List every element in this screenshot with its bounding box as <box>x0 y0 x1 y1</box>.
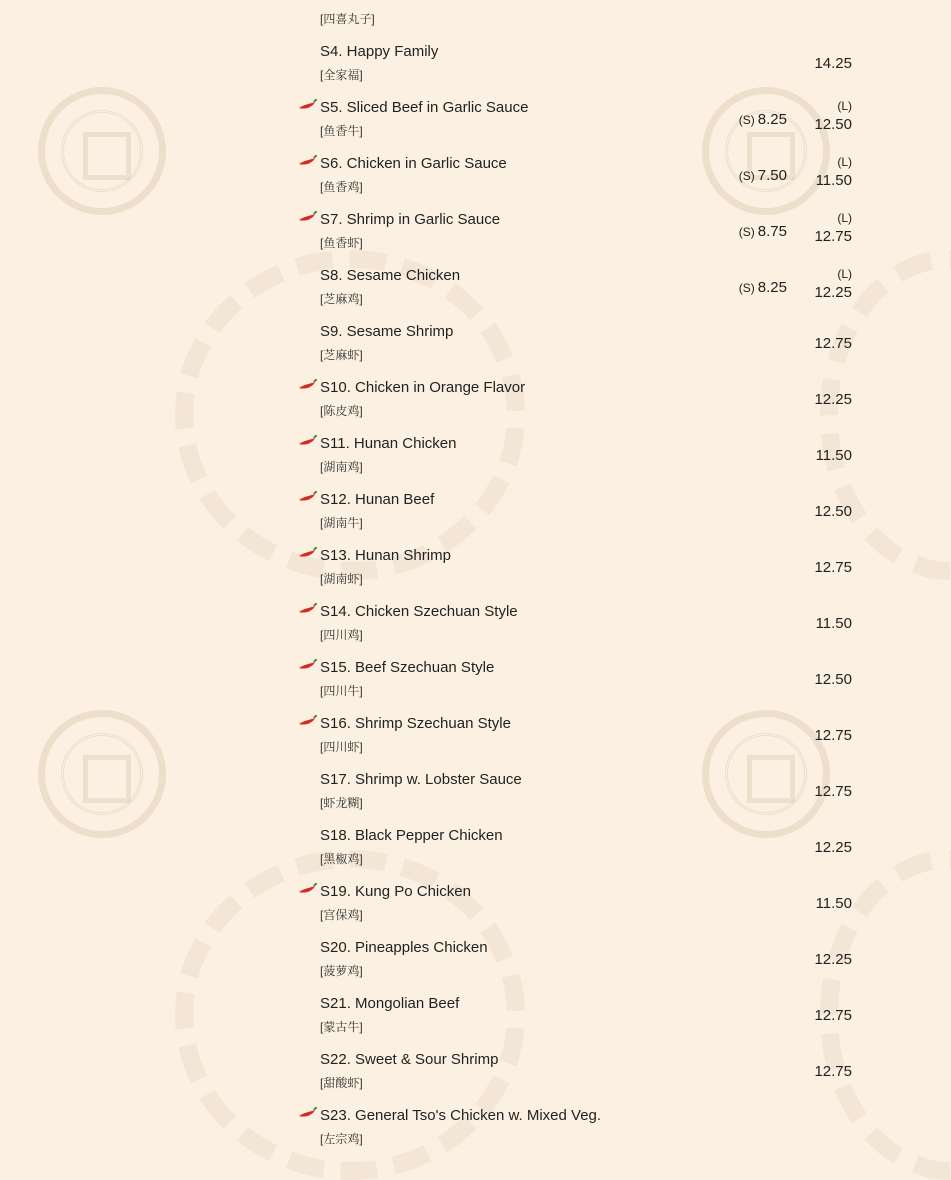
menu-item-price: 11.50 <box>815 895 852 912</box>
menu-item-chinese-name: [虾龙糊] <box>320 796 363 810</box>
menu-item-chinese-name: [左宗鸡] <box>320 1132 363 1146</box>
small-size-label: (S) <box>738 281 755 295</box>
menu-item-name: S8. Sesame Chicken <box>320 267 461 284</box>
menu-item-name: S23. General Tso's Chicken w. Mixed Veg. <box>320 1107 602 1124</box>
menu-item-name: S19. Kung Po Chicken <box>320 883 471 900</box>
chili-pepper-icon <box>297 211 317 223</box>
menu-item-price: 12.75 <box>814 559 852 576</box>
menu-item-name: S17. Shrimp w. Lobster Sauce <box>320 771 522 788</box>
menu-item <box>297 375 857 431</box>
background-seal <box>38 87 166 215</box>
menu-item-price: 14.25 <box>814 55 852 72</box>
chili-pepper-icon <box>297 99 317 111</box>
menu-item-chinese-name: [湖南虾] <box>320 572 363 586</box>
large-price: 12.25 <box>814 284 852 301</box>
small-size-label: (S) <box>738 113 755 127</box>
menu-item-name: S11. Hunan Chicken <box>320 435 457 452</box>
menu-item-chinese-name: [甜酸虾] <box>320 1076 363 1090</box>
menu-item-chinese-name: [湖南牛] <box>320 516 363 530</box>
menu-item-chinese-name: [四川鸡] <box>320 628 363 642</box>
menu-item <box>297 207 857 263</box>
menu-item-name: S4. Happy Family <box>320 43 439 60</box>
chili-pepper-icon <box>297 435 317 447</box>
menu-item-name: S14. Chicken Szechuan Style <box>320 603 518 620</box>
menu-item-name: S6. Chicken in Garlic Sauce <box>320 155 507 172</box>
menu-item <box>297 0 857 39</box>
menu-item-chinese-name: [芝麻虾] <box>320 348 363 362</box>
menu-item-name: S16. Shrimp Szechuan Style <box>320 715 511 732</box>
menu-item-price: 12.25 <box>814 391 852 408</box>
menu-item <box>297 599 857 655</box>
menu-item-chinese-name: [全家福] <box>320 68 363 82</box>
background-seal <box>38 710 166 838</box>
menu-item-price: 12.25 <box>814 839 852 856</box>
menu-item-name: S12. Hunan Beef <box>320 491 435 508</box>
menu-item-price: 11.50 <box>815 615 852 632</box>
menu-item-chinese-name: [陈皮鸡] <box>320 404 363 418</box>
small-price-container <box>739 222 787 242</box>
chili-pepper-icon <box>297 715 317 727</box>
menu-item <box>297 823 857 879</box>
small-price: 8.25 <box>757 111 787 128</box>
menu-item <box>297 1103 857 1159</box>
menu-item-chinese-name: [黑椒鸡] <box>320 852 363 866</box>
menu-list <box>297 0 857 1159</box>
large-price: 12.75 <box>814 228 852 245</box>
menu-item-chinese-name: [湖南鸡] <box>320 460 363 474</box>
menu-item <box>297 935 857 991</box>
small-price: 8.25 <box>757 279 787 296</box>
menu-item <box>297 95 857 151</box>
large-size-label: (L) <box>837 211 852 225</box>
menu-item-name: S21. Mongolian Beef <box>320 995 460 1012</box>
menu-item-name: S15. Beef Szechuan Style <box>320 659 495 676</box>
large-size-label: (L) <box>837 155 852 169</box>
menu-item-name: S20. Pineapples Chicken <box>320 939 488 956</box>
menu-item-chinese-name: [芝麻鸡] <box>320 292 363 306</box>
small-size-label: (S) <box>738 225 755 239</box>
menu-item-chinese-name: [鱼香虾] <box>320 236 363 250</box>
menu-item <box>297 879 857 935</box>
menu-item-price: 11.50 <box>815 447 852 464</box>
chili-pepper-icon <box>297 155 317 167</box>
small-price: 7.50 <box>757 167 787 184</box>
menu-item-name: S18. Black Pepper Chicken <box>320 827 503 844</box>
large-size-label: (L) <box>837 267 852 281</box>
menu-item-price: 12.75 <box>814 335 852 352</box>
menu-item-price: 12.50 <box>814 671 852 688</box>
menu-item <box>297 487 857 543</box>
menu-item <box>297 319 857 375</box>
menu-item-chinese-name: [四喜丸子] <box>320 12 375 26</box>
menu-item-name: S9. Sesame Shrimp <box>320 323 454 340</box>
menu-item-price: 12.75 <box>814 783 852 800</box>
menu-item-chinese-name: [四川虾] <box>320 740 363 754</box>
menu-item-name: S7. Shrimp in Garlic Sauce <box>320 211 501 228</box>
menu-item-name: S10. Chicken in Orange Flavor <box>320 379 526 396</box>
menu-item <box>297 543 857 599</box>
menu-item <box>297 711 857 767</box>
small-price-container <box>739 278 787 298</box>
large-price: 12.50 <box>814 116 852 133</box>
menu-item-name: S22. Sweet & Sour Shrimp <box>320 1051 499 1068</box>
menu-item-price: 12.75 <box>814 727 852 744</box>
chili-pepper-icon <box>297 547 317 559</box>
chili-pepper-icon <box>297 659 317 671</box>
menu-item-price: 12.75 <box>814 1063 852 1080</box>
menu-item-chinese-name: [蒙古牛] <box>320 1020 363 1034</box>
menu-item-name: S5. Sliced Beef in Garlic Sauce <box>320 99 529 116</box>
menu-item <box>297 991 857 1047</box>
small-size-label: (S) <box>738 169 755 183</box>
chili-pepper-icon <box>297 1107 317 1119</box>
menu-item-chinese-name: [鱼香牛] <box>320 124 363 138</box>
menu-item <box>297 39 857 95</box>
menu-item-chinese-name: [宫保鸡] <box>320 908 363 922</box>
chili-pepper-icon <box>297 491 317 503</box>
large-price: 11.50 <box>815 172 852 189</box>
small-price: 8.75 <box>757 223 787 240</box>
small-price-container <box>739 166 787 186</box>
menu-item <box>297 1047 857 1103</box>
menu-item-price: 12.25 <box>814 951 852 968</box>
menu-item <box>297 431 857 487</box>
large-size-label: (L) <box>837 99 852 113</box>
menu-item <box>297 655 857 711</box>
menu-item-price: 12.75 <box>814 1007 852 1024</box>
menu-item-chinese-name: [鱼香鸡] <box>320 180 363 194</box>
menu-item <box>297 263 857 319</box>
menu-item-chinese-name: [四川牛] <box>320 684 363 698</box>
chili-pepper-icon <box>297 603 317 615</box>
chili-pepper-icon <box>297 379 317 391</box>
menu-item-chinese-name: [菠萝鸡] <box>320 964 363 978</box>
menu-item <box>297 767 857 823</box>
menu-item-price: 12.50 <box>814 503 852 520</box>
menu-item <box>297 151 857 207</box>
menu-item-name: S13. Hunan Shrimp <box>320 547 451 564</box>
chili-pepper-icon <box>297 883 317 895</box>
small-price-container <box>739 110 787 130</box>
